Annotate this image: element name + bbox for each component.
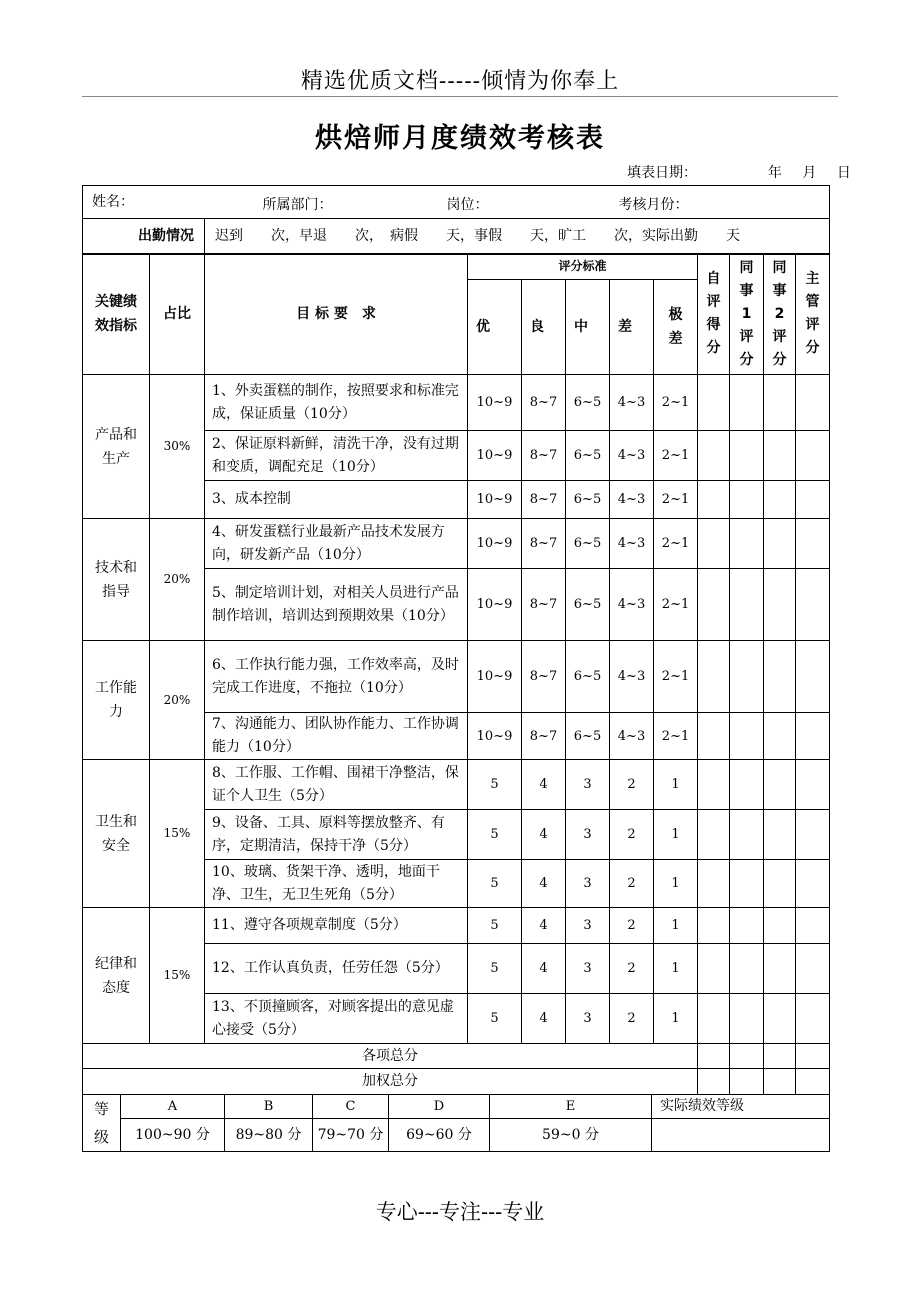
peer2-score-cell[interactable] <box>764 569 796 641</box>
peer1-score-cell[interactable] <box>730 375 764 431</box>
supervisor-score-cell[interactable] <box>796 431 830 481</box>
criteria-score: 8~7 <box>522 519 566 569</box>
grade-d: D <box>389 1095 490 1119</box>
criteria-score: 6~5 <box>566 431 610 481</box>
supervisor-score-cell[interactable] <box>796 994 830 1044</box>
criteria-score: 2~1 <box>654 375 698 431</box>
target-requirement: 8、工作服、工作帽、围裙干净整洁，保证个人卫生（5分） <box>205 760 468 810</box>
dept-label: 所属部门： <box>262 196 333 213</box>
weighted-peer2[interactable] <box>764 1069 796 1095</box>
peer2-score-cell[interactable] <box>764 860 796 908</box>
kpi-category <box>83 908 150 1044</box>
criteria-score: 5 <box>468 908 522 944</box>
criteria-score: 6~5 <box>566 481 610 519</box>
weight-header: 占比 <box>150 254 205 375</box>
criteria-score: 2 <box>610 944 654 994</box>
supervisor-score-header <box>796 254 830 375</box>
grade-b: B <box>225 1095 313 1119</box>
criteria-score: 4~3 <box>610 481 654 519</box>
criteria-score: 2~1 <box>654 481 698 519</box>
supervisor-score-cell[interactable] <box>796 810 830 860</box>
peer2-score-header <box>764 254 796 375</box>
range-a: 100~90 分 <box>121 1119 225 1152</box>
range-c: 79~70 分 <box>313 1119 389 1152</box>
kpi-weight: 20% <box>150 519 205 641</box>
criteria-score: 2 <box>610 994 654 1044</box>
target-requirement: 5、制定培训计划，对相关人员进行产品制作培训，培训达到预期效果（10分） <box>205 569 468 641</box>
level-excellent: 优 <box>468 280 522 375</box>
actual-grade-value[interactable] <box>652 1119 830 1152</box>
peer1-score-cell[interactable] <box>730 713 764 760</box>
grade-a: A <box>121 1095 225 1119</box>
criteria-score: 2~1 <box>654 519 698 569</box>
criteria-score: 3 <box>566 760 610 810</box>
criteria-score: 6~5 <box>566 375 610 431</box>
criteria-score: 8~7 <box>522 431 566 481</box>
peer2-score-cell[interactable] <box>764 713 796 760</box>
criteria-score: 4~3 <box>610 375 654 431</box>
date-year: 年 <box>767 165 782 181</box>
peer2-score-cell[interactable] <box>764 641 796 713</box>
kpi-rows <box>83 375 830 1044</box>
criteria-score: 1 <box>654 760 698 810</box>
info-table <box>82 185 830 255</box>
criteria-score: 5 <box>468 860 522 908</box>
criteria-score: 8~7 <box>522 713 566 760</box>
criteria-score: 3 <box>566 944 610 994</box>
date-day: 日 <box>836 165 851 181</box>
post-label: 岗位： <box>446 196 489 213</box>
kpi-category <box>83 519 150 641</box>
kpi-category <box>83 760 150 908</box>
self-score-cell[interactable] <box>698 481 730 519</box>
criteria-score: 10~9 <box>468 713 522 760</box>
page-footer: 专心---专注---专业 <box>375 1200 545 1224</box>
grade-c: C <box>313 1095 389 1119</box>
kpi-category-text: 工作能力 <box>95 680 137 720</box>
criteria-score: 4 <box>522 908 566 944</box>
kpi-category-text: 技术和指导 <box>95 559 137 600</box>
self-score-cell[interactable] <box>698 375 730 431</box>
kpi-table <box>82 253 830 1095</box>
criteria-score: 8~7 <box>522 481 566 519</box>
criteria-score: 10~9 <box>468 431 522 481</box>
weighted-score-label: 加权总分 <box>83 1069 698 1095</box>
criteria-score: 6~5 <box>566 641 610 713</box>
criteria-score: 4 <box>522 810 566 860</box>
self-score-cell[interactable] <box>698 760 730 810</box>
peer2-score-cell[interactable] <box>764 431 796 481</box>
self-score-cell[interactable] <box>698 860 730 908</box>
criteria-score: 3 <box>566 908 610 944</box>
total-supervisor[interactable] <box>796 1044 830 1069</box>
criteria-score: 6~5 <box>566 519 610 569</box>
supervisor-score-cell[interactable] <box>796 713 830 760</box>
date-month: 月 <box>802 165 817 181</box>
kpi-category <box>83 375 150 519</box>
criteria-score: 10~9 <box>468 569 522 641</box>
info-row <box>83 186 830 219</box>
criteria-score: 10~9 <box>468 519 522 569</box>
peer2-score-cell[interactable] <box>764 810 796 860</box>
criteria-score: 4 <box>522 760 566 810</box>
self-score-cell[interactable] <box>698 713 730 760</box>
criteria-score: 4 <box>522 994 566 1044</box>
target-requirement: 6、工作执行能力强，工作效率高，及时完成工作进度，不拖拉（10分） <box>205 641 468 713</box>
criteria-score: 3 <box>566 860 610 908</box>
criteria-score: 8~7 <box>522 375 566 431</box>
criteria-score: 3 <box>566 810 610 860</box>
grade-table <box>82 1094 830 1152</box>
kpi-category <box>83 641 150 760</box>
supervisor-score-header-text: 主管评分 <box>805 271 820 356</box>
criteria-score: 4~3 <box>610 641 654 713</box>
name-label: 姓名： <box>92 193 134 210</box>
criteria-score: 4 <box>522 944 566 994</box>
peer2-score-cell[interactable] <box>764 994 796 1044</box>
actual-grade-label: 实际绩效等级 <box>652 1095 830 1119</box>
criteria-score: 5 <box>468 810 522 860</box>
self-score-cell[interactable] <box>698 810 730 860</box>
target-header: 目 标 要 求 <box>205 254 468 375</box>
peer2-score-cell[interactable] <box>764 481 796 519</box>
supervisor-score-cell[interactable] <box>796 375 830 431</box>
supervisor-score-cell[interactable] <box>796 860 830 908</box>
criteria-score: 1 <box>654 810 698 860</box>
self-score-cell[interactable] <box>698 519 730 569</box>
weighted-supervisor[interactable] <box>796 1069 830 1095</box>
peer2-score-cell[interactable] <box>764 944 796 994</box>
peer1-score-header <box>730 254 764 375</box>
level-very-poor <box>654 280 698 375</box>
criteria-score: 1 <box>654 908 698 944</box>
target-requirement: 9、设备、工具、原料等摆放整齐、有序，定期清洁，保持干净（5分） <box>205 810 468 860</box>
criteria-score: 2 <box>610 860 654 908</box>
target-requirement: 4、研发蛋糕行业最新产品技术发展方向，研发新产品（10分） <box>205 519 468 569</box>
criteria-score: 1 <box>654 860 698 908</box>
page-header: 精选优质文档-----倾情为你奉上 <box>300 69 620 94</box>
supervisor-score-cell[interactable] <box>796 481 830 519</box>
criteria-score: 8~7 <box>522 569 566 641</box>
target-requirement: 13、不顶撞顾客，对顾客提出的意见虚心接受（5分） <box>205 994 468 1044</box>
peer1-score-cell[interactable] <box>730 994 764 1044</box>
peer2-score-cell[interactable] <box>764 519 796 569</box>
criteria-score: 2~1 <box>654 431 698 481</box>
supervisor-score-cell[interactable] <box>796 760 830 810</box>
total-peer1[interactable] <box>730 1044 764 1069</box>
target-requirement: 12、工作认真负责，任劳任怨（5分） <box>205 944 468 994</box>
self-score-cell[interactable] <box>698 908 730 944</box>
peer1-score-cell[interactable] <box>730 481 764 519</box>
total-score-label: 各项总分 <box>83 1044 698 1069</box>
weighted-peer1[interactable] <box>730 1069 764 1095</box>
level-good: 良 <box>522 280 566 375</box>
criteria-score: 8~7 <box>522 641 566 713</box>
kpi-weight: 30% <box>150 375 205 519</box>
date-label: 填表日期： <box>627 165 697 181</box>
supervisor-score-cell[interactable] <box>796 944 830 994</box>
criteria-score: 5 <box>468 760 522 810</box>
attendance-label: 出勤情况 <box>83 219 205 255</box>
self-score-cell[interactable] <box>698 431 730 481</box>
total-self[interactable] <box>698 1044 730 1069</box>
kpi-header-text: 关键绩效指标 <box>95 294 137 334</box>
criteria-score: 10~9 <box>468 641 522 713</box>
weighted-self[interactable] <box>698 1069 730 1095</box>
target-requirement: 10、玻璃、货架干净、透明，地面干净、卫生，无卫生死角（5分） <box>205 860 468 908</box>
kpi-category-text: 纪律和态度 <box>95 955 137 996</box>
target-requirement: 1、外卖蛋糕的制作，按照要求和标准完成，保证质量（10分） <box>205 375 468 431</box>
peer1-score-cell[interactable] <box>730 641 764 713</box>
kpi-weight: 20% <box>150 641 205 760</box>
criteria-score: 2~1 <box>654 569 698 641</box>
grade-e: E <box>490 1095 652 1119</box>
peer1-score-cell[interactable] <box>730 519 764 569</box>
criteria-score: 2~1 <box>654 641 698 713</box>
peer2-score-cell[interactable] <box>764 375 796 431</box>
grade-label <box>83 1095 121 1152</box>
criteria-score: 4 <box>522 860 566 908</box>
self-score-cell[interactable] <box>698 641 730 713</box>
kpi-weight: 15% <box>150 760 205 908</box>
target-requirement: 3、成本控制 <box>205 481 468 519</box>
supervisor-score-cell[interactable] <box>796 641 830 713</box>
attendance-text: 迟到 次，早退 次， 病假 天，事假 天，旷工 次，实际出勤 天 <box>205 219 830 255</box>
range-d: 69~60 分 <box>389 1119 490 1152</box>
kpi-category-text: 产品和生产 <box>95 426 137 467</box>
criteria-header: 评分标准 <box>468 254 698 280</box>
month-label: 考核月份： <box>618 196 689 213</box>
peer1-score-cell[interactable] <box>730 860 764 908</box>
criteria-score: 2~1 <box>654 713 698 760</box>
self-score-cell[interactable] <box>698 944 730 994</box>
criteria-score: 2 <box>610 810 654 860</box>
level-poor: 差 <box>610 280 654 375</box>
criteria-score: 4~3 <box>610 519 654 569</box>
grade-label-text: 等级 <box>93 1100 109 1146</box>
self-score-header-text: 自评得分 <box>706 271 721 356</box>
criteria-score: 4~3 <box>610 713 654 760</box>
criteria-score: 4~3 <box>610 569 654 641</box>
kpi-weight: 15% <box>150 908 205 1044</box>
criteria-score: 2 <box>610 760 654 810</box>
criteria-score: 6~5 <box>566 713 610 760</box>
criteria-score: 1 <box>654 944 698 994</box>
self-score-cell[interactable] <box>698 994 730 1044</box>
criteria-score: 10~9 <box>468 481 522 519</box>
peer1-score-cell[interactable] <box>730 431 764 481</box>
criteria-score: 3 <box>566 994 610 1044</box>
kpi-header <box>83 254 150 375</box>
level-medium: 中 <box>566 280 610 375</box>
criteria-score: 5 <box>468 944 522 994</box>
form-title: 烘焙师月度绩效考核表 <box>315 123 605 154</box>
criteria-score: 2 <box>610 908 654 944</box>
target-requirement: 7、沟通能力、团队协作能力、工作协调能力（10分） <box>205 713 468 760</box>
range-b: 89~80 分 <box>225 1119 313 1152</box>
peer1-score-cell[interactable] <box>730 944 764 994</box>
range-e: 59~0 分 <box>490 1119 652 1152</box>
peer1-score-header-text: 同事1评分 <box>739 259 754 368</box>
peer2-score-cell[interactable] <box>764 760 796 810</box>
kpi-category-text: 卫生和安全 <box>95 813 137 854</box>
supervisor-score-cell[interactable] <box>796 519 830 569</box>
criteria-score: 10~9 <box>468 375 522 431</box>
self-score-cell[interactable] <box>698 569 730 641</box>
header-rule <box>82 96 838 97</box>
fill-date <box>627 162 851 182</box>
peer2-score-header-text: 同事2评分 <box>772 259 787 368</box>
peer1-score-cell[interactable] <box>730 908 764 944</box>
self-score-header <box>698 254 730 375</box>
peer2-score-cell[interactable] <box>764 908 796 944</box>
criteria-score: 1 <box>654 994 698 1044</box>
target-requirement: 2、保证原料新鲜，清洗干净，没有过期和变质，调配充足（10分） <box>205 431 468 481</box>
peer1-score-cell[interactable] <box>730 810 764 860</box>
supervisor-score-cell[interactable] <box>796 569 830 641</box>
total-peer2[interactable] <box>764 1044 796 1069</box>
criteria-score: 6~5 <box>566 569 610 641</box>
level-very-poor-text: 极差 <box>668 307 683 347</box>
criteria-score: 5 <box>468 994 522 1044</box>
criteria-score: 4~3 <box>610 431 654 481</box>
supervisor-score-cell[interactable] <box>796 908 830 944</box>
target-requirement: 11、遵守各项规章制度（5分） <box>205 908 468 944</box>
peer1-score-cell[interactable] <box>730 569 764 641</box>
peer1-score-cell[interactable] <box>730 760 764 810</box>
